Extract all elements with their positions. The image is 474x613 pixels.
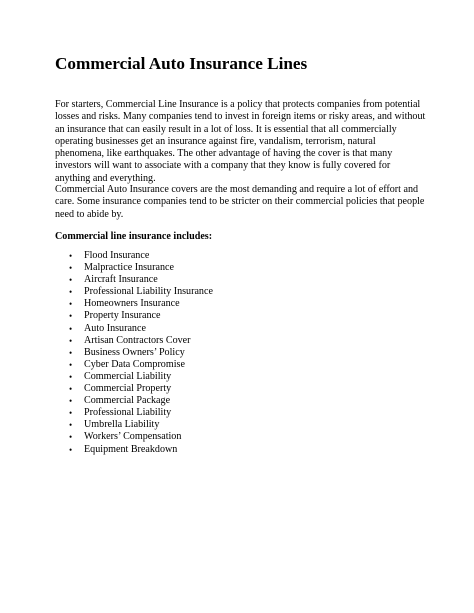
- list-item-label: Commercial Liability: [84, 370, 172, 382]
- bullet-icon: •: [69, 335, 73, 346]
- list-item-label: Workers’ Compensation: [84, 431, 182, 443]
- intro-paragraph: For starters, Commercial Line Insurance is a policy that protects companies from potential losses and risks. Many companies tend to invest in foreign items or risky areas, and without an insurance that can easily result in a lot of loss. It is essential that all commercially operating businesses get an insurance against fire, vandalism, terrorism, natural phenomena, like earthquakes. The other advantage of having the cover is that many investors will want to associate with a company that they know is fully covered for anything and everything.: [55, 99, 426, 184]
- bullet-icon: •: [69, 311, 73, 322]
- list-item-label: Equipment Breakdown: [84, 443, 178, 455]
- list-item-label: Auto Insurance: [84, 322, 146, 334]
- bullet-icon: •: [69, 384, 73, 395]
- list-item-label: Cyber Data Compromise: [84, 358, 185, 370]
- list-item-label: Malpractice Insurance: [84, 262, 174, 274]
- list-item-label: Aircraft Insurance: [84, 274, 158, 286]
- document-title: Commercial Auto Insurance Lines: [55, 54, 308, 73]
- auto-insurance-paragraph: Commercial Auto Insurance covers are the most demanding and require a lot of effort and care. Some insurance companies tend to be stricter on their commercial policies that people need to abide by.: [55, 184, 425, 220]
- list-item-label: Commercial Package: [84, 395, 171, 407]
- bullet-icon: •: [69, 263, 73, 274]
- bullet-icon: •: [69, 444, 73, 455]
- list-item-label: Artisan Contractors Cover: [84, 334, 191, 346]
- bullet-icon: •: [69, 287, 73, 298]
- bullet-icon: •: [69, 299, 73, 310]
- bullet-icon: •: [69, 396, 73, 407]
- list-item-label: Property Insurance: [84, 310, 161, 322]
- bullet-icon: •: [69, 420, 73, 431]
- list-item-label: Umbrella Liability: [84, 419, 160, 431]
- bullet-icon: •: [69, 347, 73, 358]
- bullet-icon: •: [69, 371, 73, 382]
- bullet-icon: •: [69, 432, 73, 443]
- bullet-icon: •: [69, 275, 73, 286]
- list-item-label: Homeowners Insurance: [84, 298, 180, 310]
- bullet-icon: •: [69, 323, 73, 334]
- bullet-icon: •: [69, 408, 73, 419]
- list-item-label: Professional Liability: [84, 407, 172, 419]
- list-heading: Commercial line insurance includes:: [55, 231, 213, 242]
- list-item-label: Business Owners’ Policy: [84, 346, 185, 358]
- bullet-icon: •: [69, 251, 73, 261]
- list-item-label: Flood Insurance: [84, 250, 150, 261]
- bullet-icon: •: [69, 359, 73, 370]
- list-item-label: Commercial Property: [84, 383, 172, 395]
- list-item-label: Professional Liability Insurance: [84, 286, 213, 298]
